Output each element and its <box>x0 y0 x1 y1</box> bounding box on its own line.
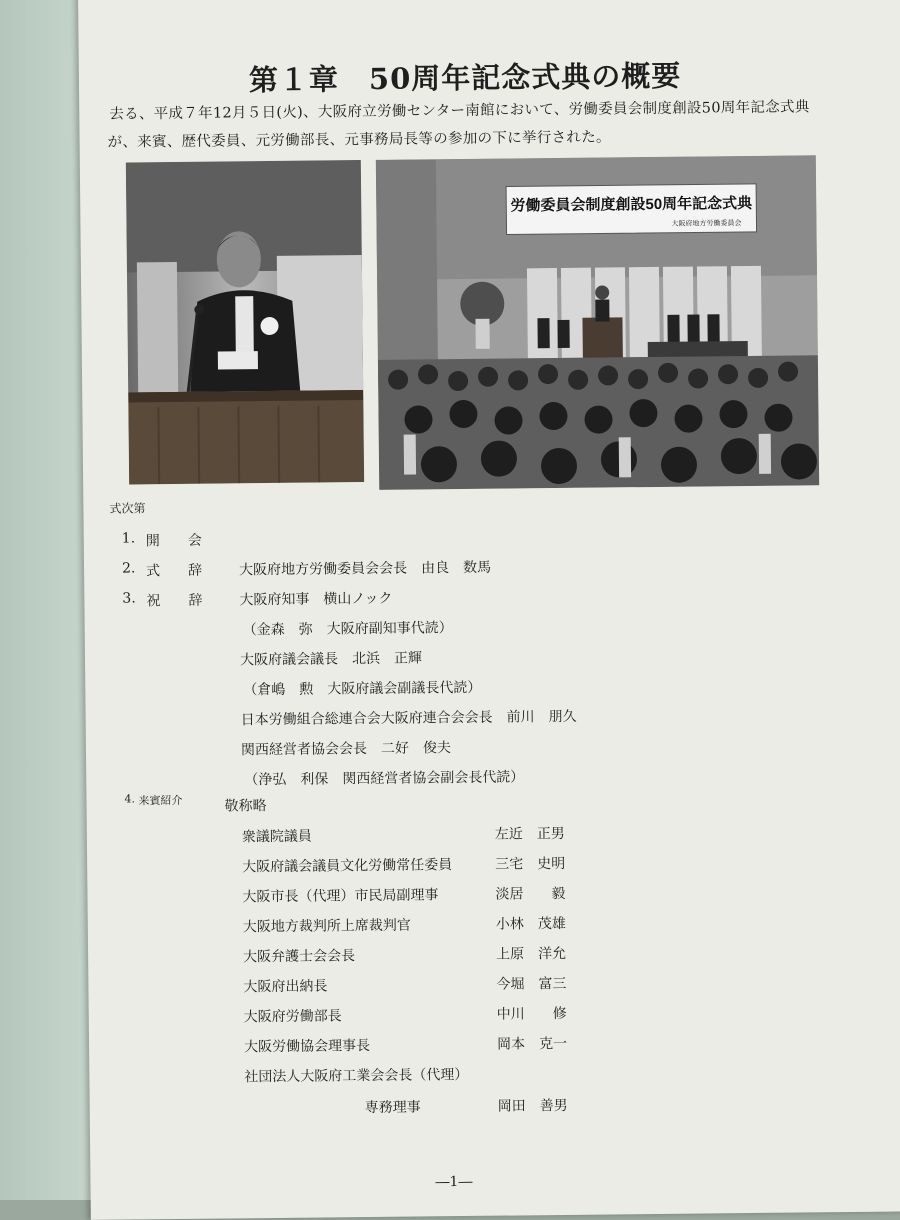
guest-name: 岡本 克一 <box>496 1035 568 1053</box>
guest-title: 大阪府議会議員文化労働常任委員 <box>242 857 453 876</box>
guest-name: 岡田 善男 <box>497 1097 568 1115</box>
guest-title: 大阪弁護士会会長 <box>243 948 356 966</box>
guest-name: 上原 洋允 <box>496 945 567 963</box>
banner-title: 労働委員会制度創設50周年記念式典 <box>510 194 753 215</box>
program-num: 1. <box>121 530 136 547</box>
guest-title: 大阪府出納長 <box>243 978 328 996</box>
guest-title: 大阪府労働部長 <box>243 1008 342 1026</box>
document-page <box>78 0 900 1220</box>
program-num: 3. <box>122 590 136 607</box>
guest-name: 小林 茂雄 <box>495 915 566 933</box>
guests-note: 敬称略 <box>224 798 267 815</box>
congrats-line: （浄弘 利保 関西経営者協会副会長代読） <box>244 769 525 789</box>
guest-title: 社団法人大阪府工業会会長（代理） <box>244 1066 469 1086</box>
guest-name: 三宅 史明 <box>495 855 566 873</box>
guest-name: 淡居 毅 <box>495 885 566 903</box>
program-text: 大阪府地方労働委員会会長 由良 数馬 <box>239 559 492 579</box>
congrats-line: （倉嶋 勲 大阪府議会副議長代読） <box>243 679 482 699</box>
program-label: 式 辞 <box>146 562 203 580</box>
program-text: 大阪府知事 横山ノック <box>239 590 393 609</box>
guest-name: 左近 正男 <box>494 825 565 843</box>
congrats-line: 関西経営者協会会長 二好 俊夫 <box>240 740 452 759</box>
speaker-photo <box>126 160 364 484</box>
guest-title: 専務理事 <box>364 1099 421 1117</box>
guests-num: 4. <box>124 792 136 806</box>
guest-name: 今堀 富三 <box>496 975 567 993</box>
guests-heading: 来賓紹介 <box>138 793 183 808</box>
program-heading: 式次第 <box>109 501 146 516</box>
ceremony-hall-photo <box>376 155 819 490</box>
guest-name: 中川 修 <box>496 1005 567 1023</box>
page-number: ―1― <box>435 1173 473 1191</box>
guest-title: 衆議院議員 <box>241 828 312 846</box>
program-label: 祝 辞 <box>146 592 203 610</box>
congrats-line: 大阪府議会議長 北浜 正輝 <box>239 650 423 669</box>
banner-subtitle: 大阪府地方労働委員会 <box>671 220 742 228</box>
program-label: 開 会 <box>145 532 202 550</box>
program-num: 2. <box>121 560 136 577</box>
congrats-line: （金森 弥 大阪府副知事代読） <box>242 620 453 639</box>
intro-line-1: 去る、平成７年12月５日(火)、大阪府立労働センター南館において、労働委員会制度創設50周年記念式典 <box>109 99 810 123</box>
intro-line-2: が、来賓、歴代委員、元労働部長、元事務局長等の参加の下に挙行された。 <box>107 129 611 151</box>
guest-title: 大阪地方裁判所上席裁判官 <box>242 917 411 936</box>
congrats-line: 日本労働組合総連合会大阪府連合会会長 前川 朋久 <box>240 708 577 729</box>
page-title: 第１章 50周年記念式典の概要 <box>248 58 682 98</box>
guest-title: 大阪市長（代理）市民局副理事 <box>242 887 439 906</box>
guest-title: 大阪労働協会理事長 <box>243 1037 371 1056</box>
